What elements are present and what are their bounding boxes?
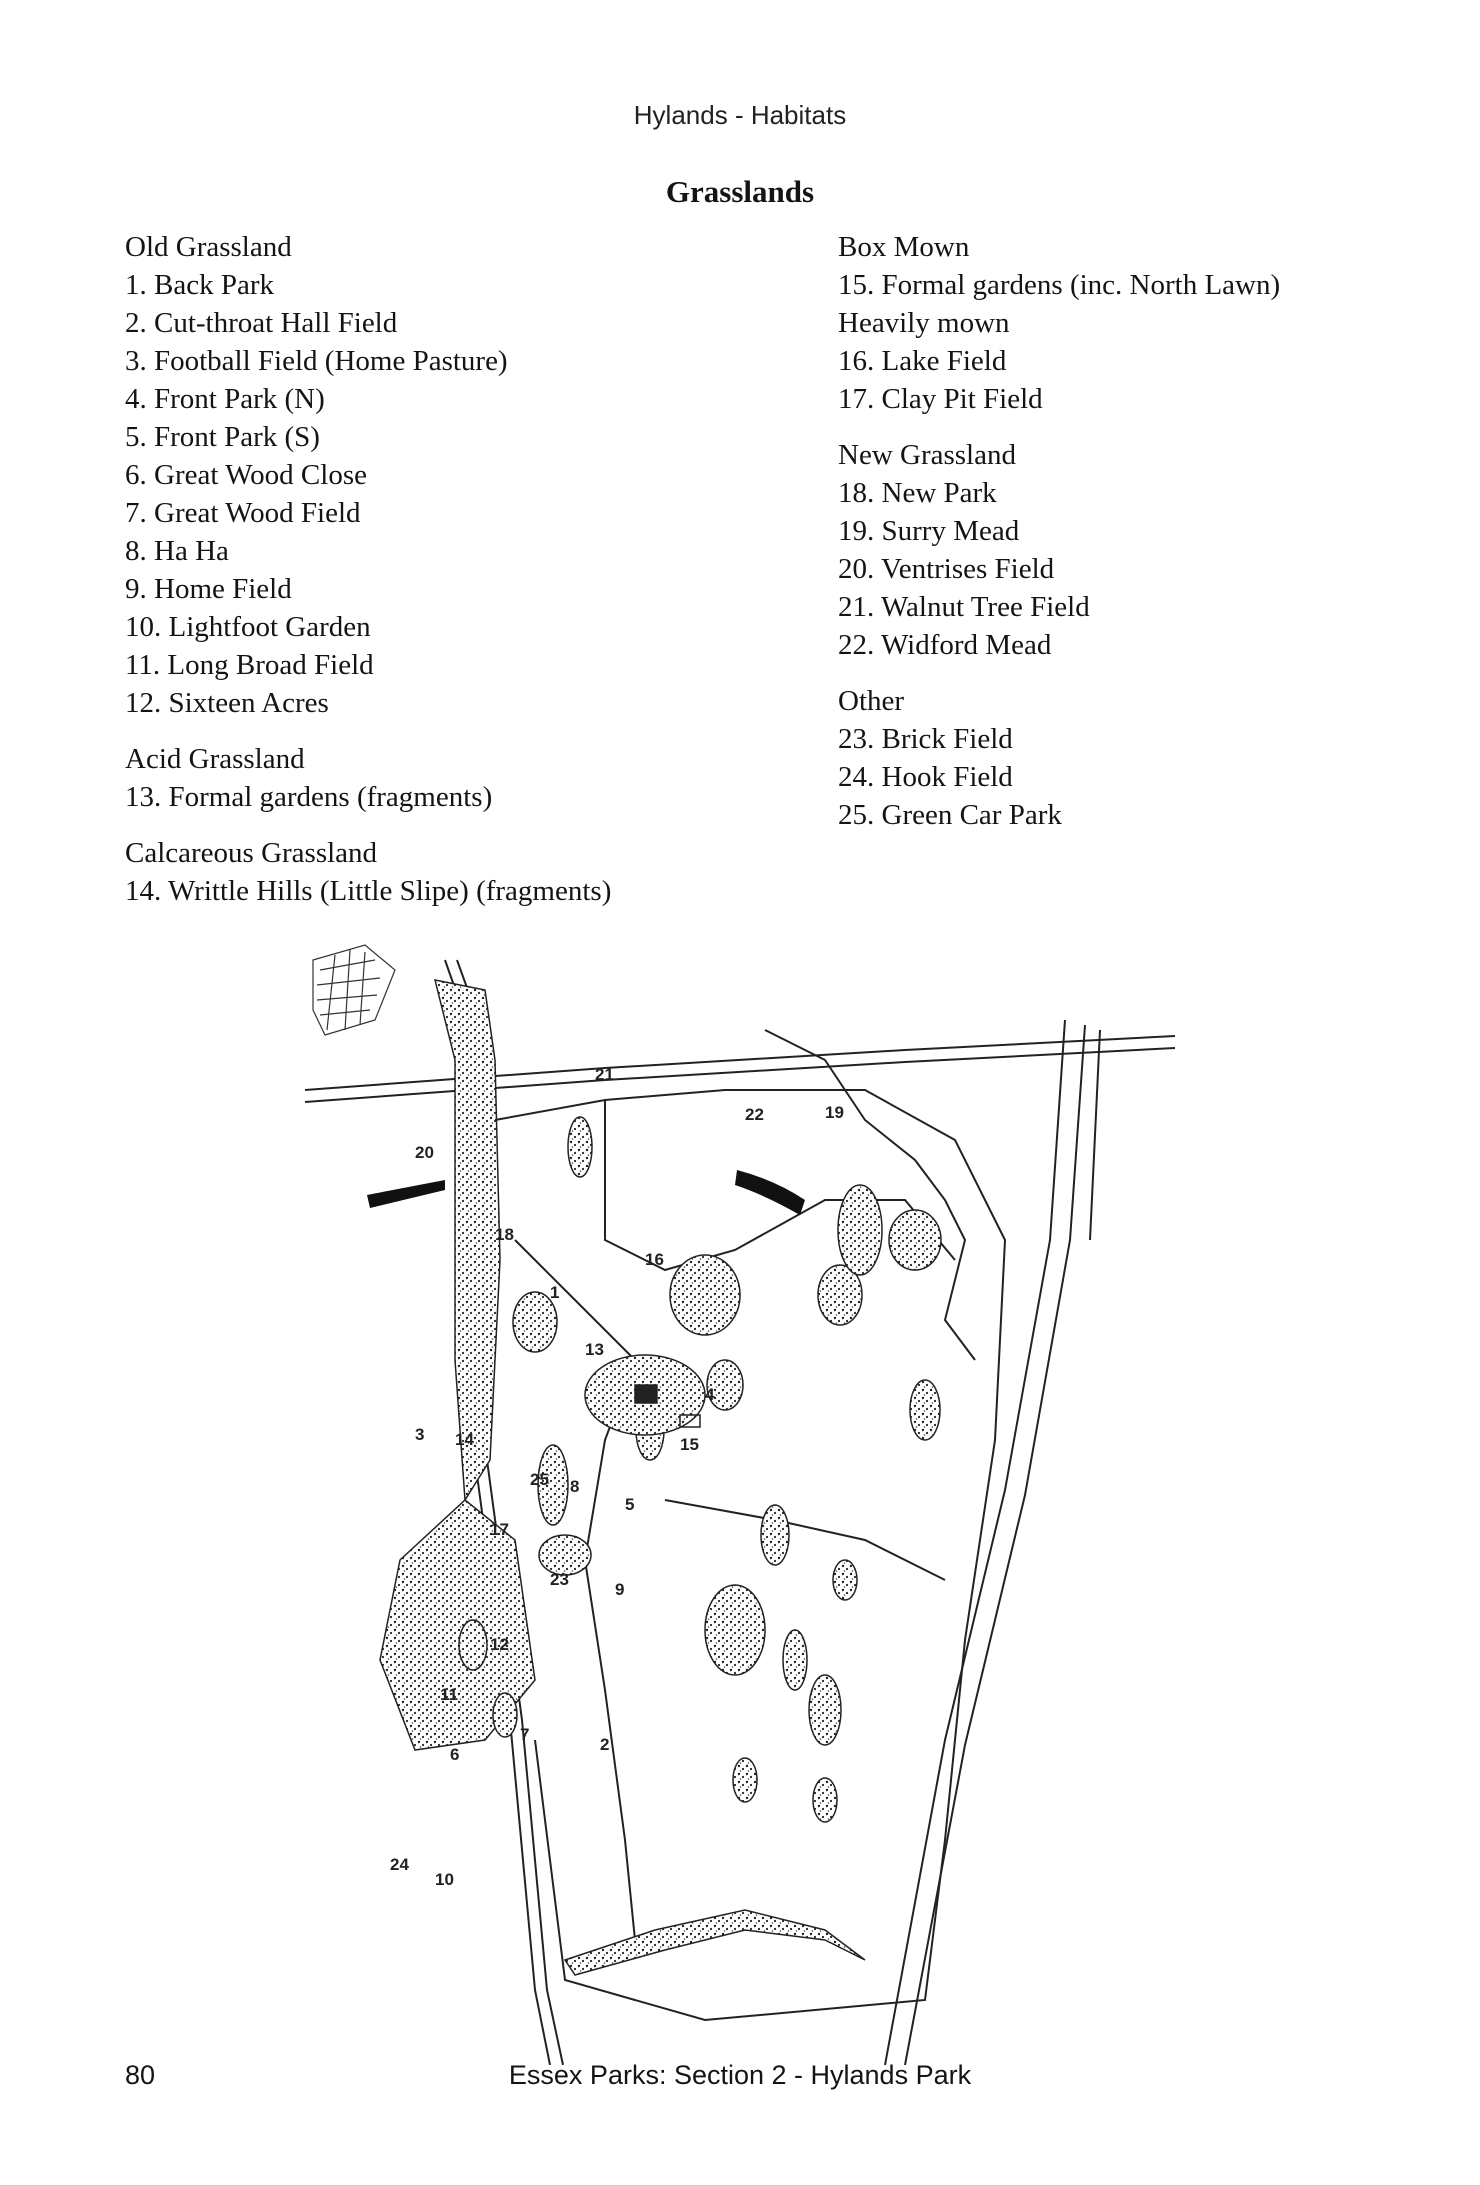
pond-west — [367, 1180, 445, 1208]
map-label: 18 — [495, 1225, 514, 1244]
page-number: 80 — [125, 2060, 156, 2090]
list-item: 4. Front Park (N) — [125, 383, 325, 415]
map-label: 4 — [705, 1385, 715, 1404]
left-column — [125, 228, 765, 928]
map-label: 9 — [615, 1580, 625, 1599]
map-label: 6 — [450, 1745, 460, 1764]
map-label: 24 — [390, 1855, 409, 1874]
list-item: 9. Home Field — [125, 573, 292, 605]
box-mown-group — [838, 228, 1398, 418]
list-item: 22. Widford Mead — [838, 629, 1052, 661]
list-item: 18. New Park — [838, 477, 997, 509]
map-label: 14 — [455, 1430, 474, 1449]
list-item: 16. Lake Field — [838, 345, 1007, 377]
formal-gardens — [585, 1355, 705, 1435]
group-heading: Old Grassland — [125, 231, 292, 263]
map-label: 19 — [825, 1103, 844, 1122]
map-label: 7 — [520, 1725, 530, 1744]
map-drawing — [305, 940, 1175, 2065]
calcareous-grassland-group — [125, 834, 765, 910]
list-item: 14. Writtle Hills (Little Slipe) (fragments) — [125, 875, 612, 907]
group-heading: Other — [838, 685, 905, 717]
section-title: Grasslands — [665, 174, 815, 209]
right-column — [838, 228, 1398, 852]
list-item: 1. Back Park — [125, 269, 274, 301]
west-woodland-belt — [435, 980, 500, 1500]
group-heading: New Grassland — [838, 439, 1016, 471]
list-item: 25. Green Car Park — [838, 799, 1062, 831]
running-header: Hylands - Habitats — [633, 100, 847, 130]
list-item: 13. Formal gardens (fragments) — [125, 781, 493, 813]
list-item: 24. Hook Field — [838, 761, 1013, 793]
map-label: 3 — [415, 1425, 425, 1444]
map-label: 11 — [440, 1685, 458, 1704]
map-label: 22 — [745, 1105, 764, 1124]
list-item: 6. Great Wood Close — [125, 459, 367, 491]
group-heading: Acid Grassland — [125, 743, 305, 775]
list-item: 8. Ha Ha — [125, 535, 229, 567]
map-label: 8 — [570, 1477, 580, 1496]
group-heading: Box Mown — [838, 231, 970, 263]
old-grassland-group — [125, 228, 765, 722]
map-label: 10 — [435, 1870, 454, 1889]
map-label: 12 — [490, 1635, 509, 1654]
south-woodland-belt — [565, 1910, 865, 1975]
footer-publication: Essex Parks: Section 2 - Hylands Park — [508, 2060, 972, 2090]
list-item: 12. Sixteen Acres — [125, 687, 329, 719]
acid-grassland-group — [125, 740, 765, 816]
map-label: 5 — [625, 1495, 635, 1514]
list-item: 10. Lightfoot Garden — [125, 611, 371, 643]
list-item: 2. Cut-throat Hall Field — [125, 307, 398, 339]
map-label: 1 — [550, 1283, 560, 1302]
group-heading: Calcareous Grassland — [125, 837, 378, 869]
map-label: 15 — [680, 1435, 699, 1454]
list-item: 15. Formal gardens (inc. North Lawn) — [838, 269, 1281, 301]
map-label: 13 — [585, 1340, 604, 1359]
list-item: 21. Walnut Tree Field — [838, 591, 1090, 623]
lake — [735, 1170, 805, 1215]
main-road — [305, 960, 1175, 2065]
group-subheading: Heavily mown — [838, 307, 1010, 339]
list-item: 23. Brick Field — [838, 723, 1013, 755]
habitat-map — [305, 940, 1175, 2065]
map-label: 2 — [600, 1735, 610, 1754]
list-item: 17. Clay Pit Field — [838, 383, 1043, 415]
new-grassland-group — [838, 436, 1398, 664]
map-label: 20 — [415, 1143, 434, 1162]
map-label: 21 — [595, 1065, 614, 1084]
map-label: 25 — [530, 1470, 549, 1489]
list-item: 7. Great Wood Field — [125, 497, 361, 529]
other-group — [838, 682, 1398, 834]
map-label: 23 — [550, 1570, 569, 1589]
map-label: 16 — [645, 1250, 664, 1269]
list-item: 11. Long Broad Field — [125, 649, 374, 681]
map-label: 17 — [490, 1520, 509, 1539]
list-item: 19. Surry Mead — [838, 515, 1020, 547]
list-item: 3. Football Field (Home Pasture) — [125, 345, 508, 377]
list-item: 5. Front Park (S) — [125, 421, 320, 453]
settlement-block — [313, 945, 395, 1035]
list-item: 20. Ventrises Field — [838, 553, 1055, 585]
